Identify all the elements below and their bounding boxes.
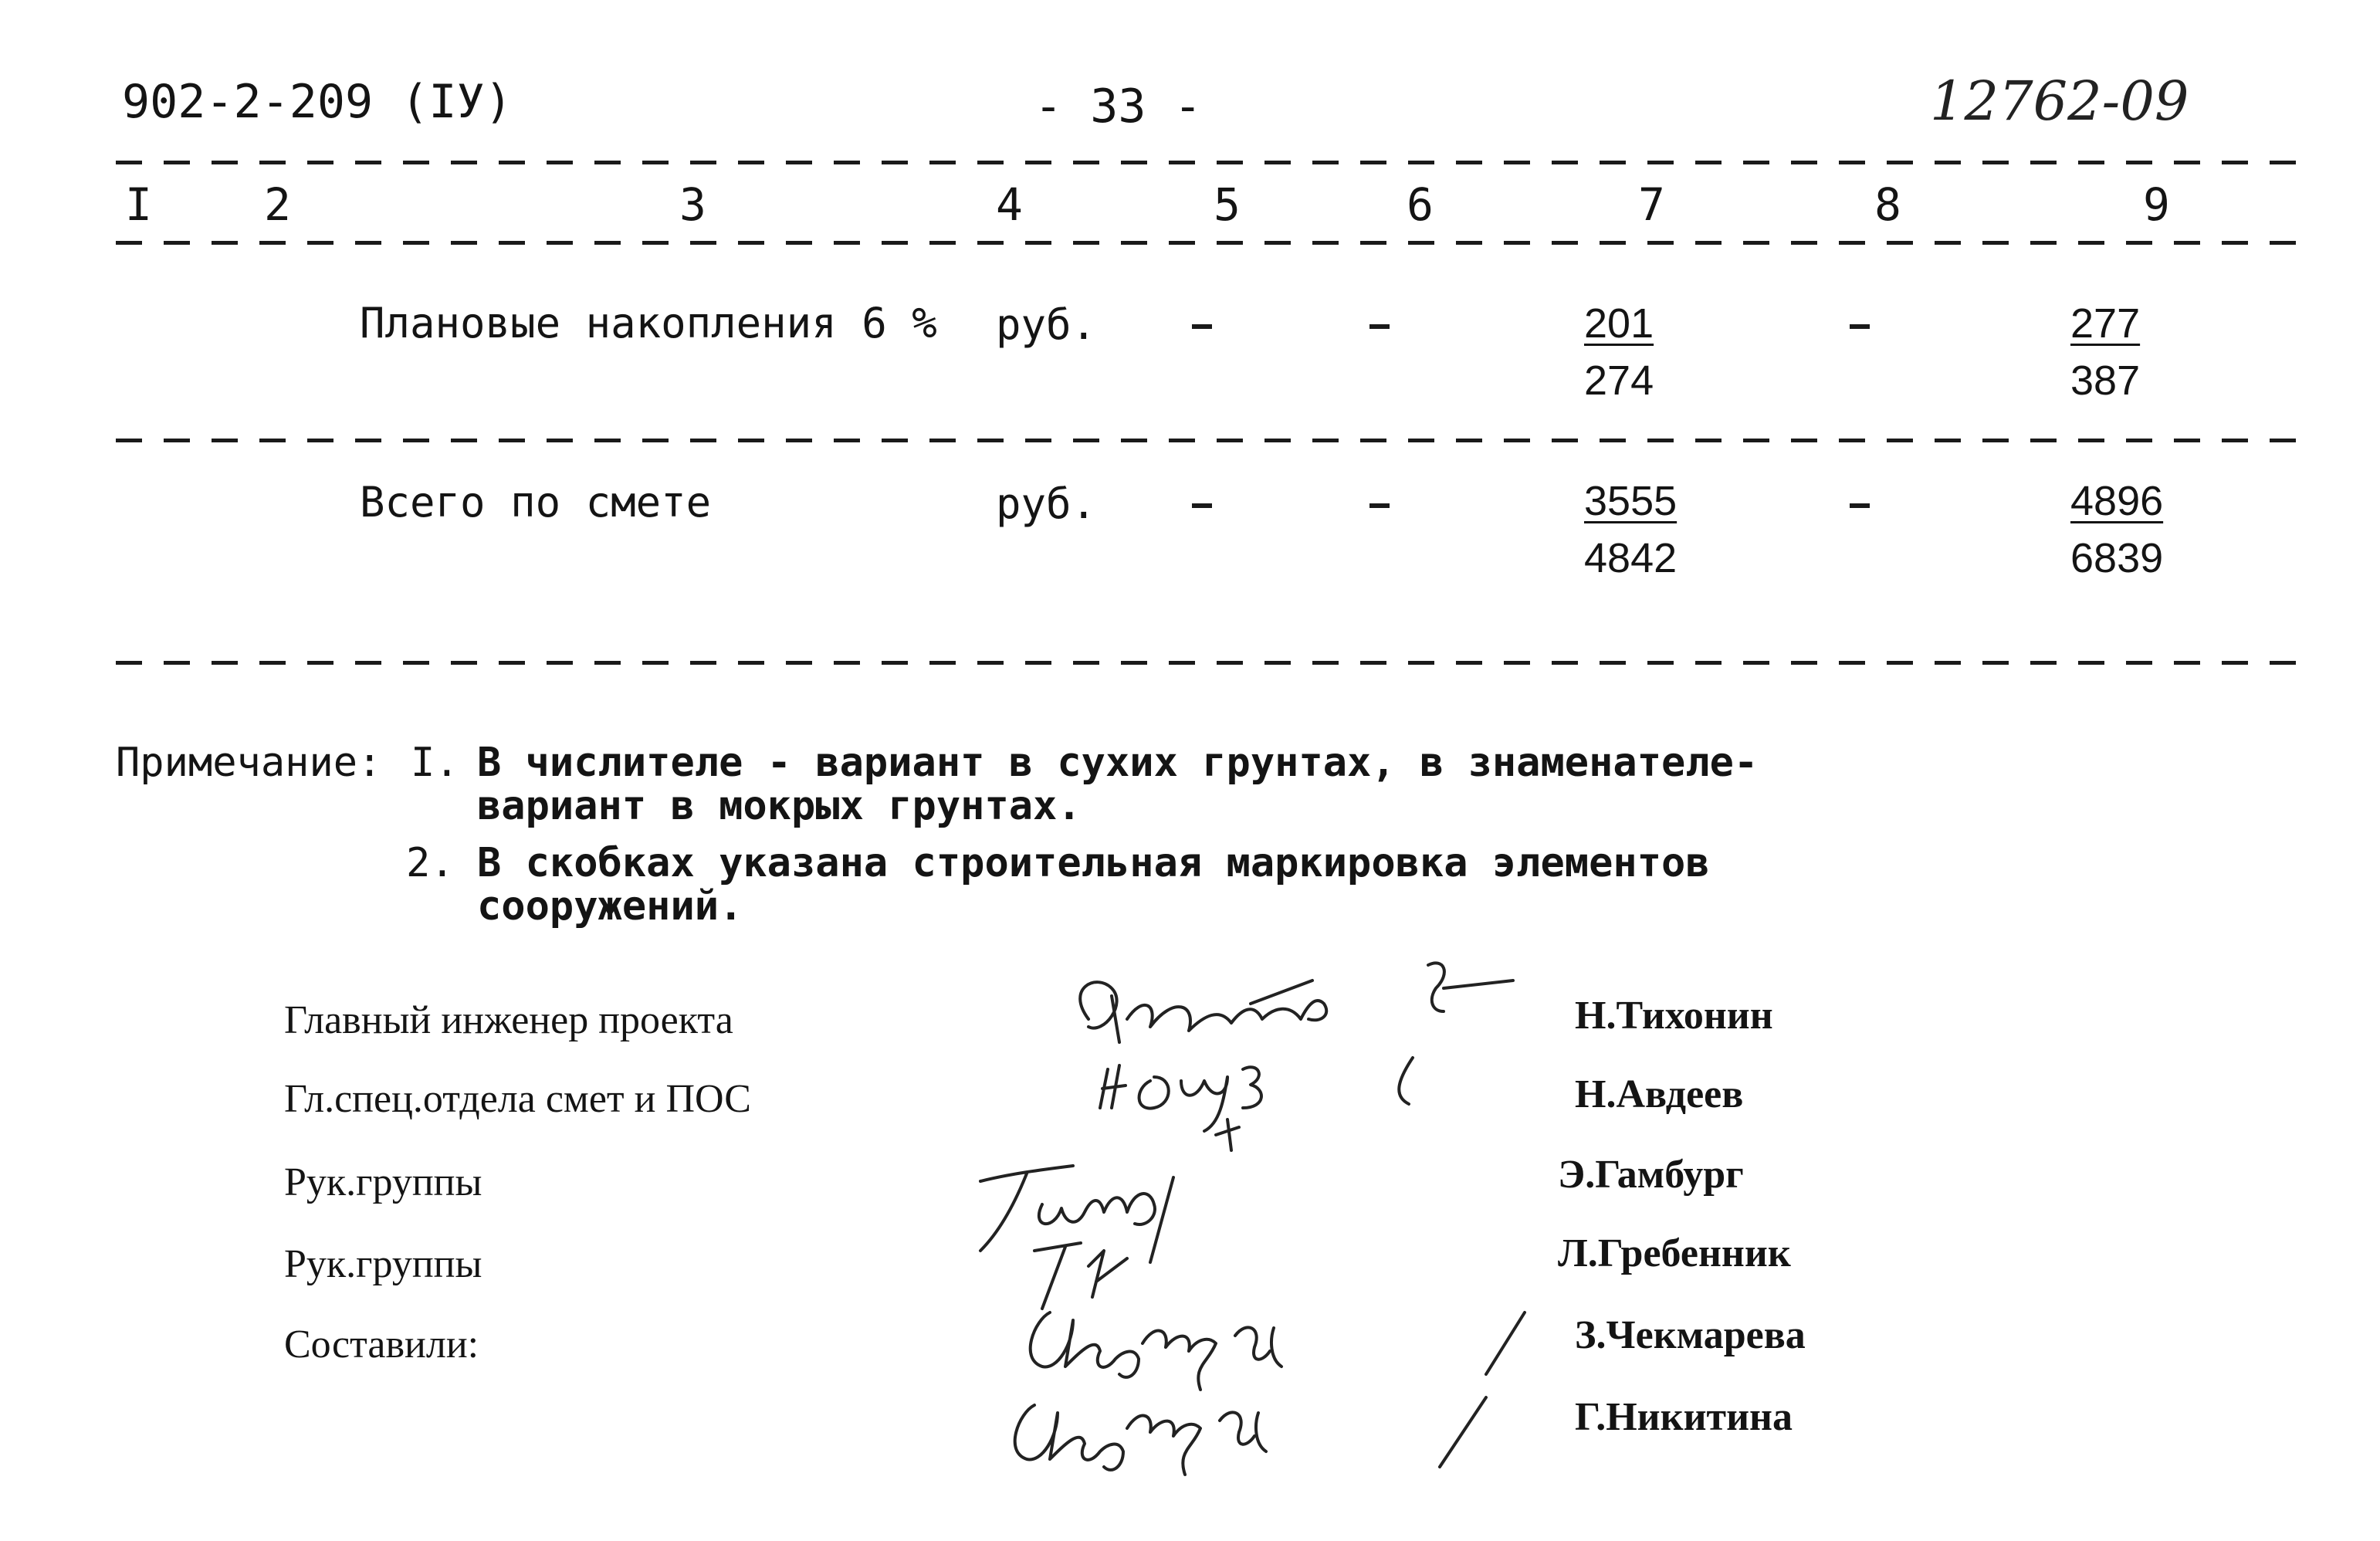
col7-numerator: 201 (1584, 300, 1654, 347)
notes-label: Примечание: (116, 740, 382, 786)
signature-slash (1440, 1397, 1486, 1467)
column-number-7: 7 (1638, 178, 1665, 231)
column-number-2: 2 (264, 178, 291, 231)
signatory-name: Г.Никитина (1575, 1395, 1793, 1439)
col9-numerator: 4896 (2070, 478, 2164, 524)
row-name: Плановые накопления 6 % (360, 299, 937, 347)
signature-slash (1486, 1312, 1525, 1374)
signature-scrawl-3 (980, 1166, 1173, 1262)
row-unit: руб. (996, 300, 1097, 349)
signatory-name: З.Чекмарева (1575, 1313, 1806, 1357)
document-code: 902-2-209 (IУ) (122, 75, 513, 129)
note-number: 2. (406, 840, 455, 886)
column-number-5: 5 (1214, 178, 1241, 231)
column-number-4: 4 (996, 178, 1023, 231)
page-number: - 33 - (1034, 80, 1202, 134)
signature-scrawl-1 (1080, 963, 1513, 1042)
signatory-role: Рук.группы (284, 1160, 482, 1204)
col9-denominator: 6839 (2070, 535, 2164, 581)
column-number-8: 8 (1874, 178, 1901, 231)
row-name: Всего по смете (360, 478, 712, 527)
note-number: I. (411, 740, 459, 786)
signatory-role: Гл.спец.отдела смет и ПОС (284, 1077, 751, 1121)
col7-denominator: 4842 (1584, 535, 1678, 581)
signature-scrawl-4 (1034, 1243, 1127, 1309)
archive-number: 12762-09 (1930, 69, 2189, 133)
signature-scrawl-2 (1100, 1058, 1413, 1150)
col7-denominator: 274 (1584, 357, 1654, 404)
signature-scrawl-6 (1015, 1405, 1266, 1475)
signature-scrawl-5 (1031, 1312, 1281, 1390)
column-number-9: 9 (2143, 178, 2170, 231)
signatory-name: Л.Гребенник (1558, 1231, 1791, 1275)
signatory-role: Главный инженер проекта (284, 998, 733, 1042)
col9-numerator: 277 (2070, 300, 2141, 347)
signatory-name: Н.Авдеев (1575, 1072, 1744, 1116)
col9-denominator: 387 (2070, 357, 2141, 404)
note-text: В скобках указана строительная маркировка элементов (477, 840, 1710, 886)
column-number-6: 6 (1407, 178, 1434, 231)
note-text: В числителе - вариант в сухих грунтах, в знаменателе- (477, 740, 1759, 786)
note-text: сооружений. (477, 883, 743, 930)
col7-numerator: 3555 (1584, 478, 1678, 524)
row-unit: руб. (996, 479, 1097, 528)
signatory-name: Н.Тихонин (1575, 994, 1773, 1038)
note-text: вариант в мокрых грунтах. (477, 783, 1082, 829)
column-number-3: 3 (679, 178, 706, 231)
signatory-role: Составили: (284, 1323, 479, 1367)
signatory-role: Рук.группы (284, 1242, 482, 1286)
column-number-1: I (125, 178, 152, 231)
signatory-name: Э.Гамбург (1558, 1153, 1744, 1197)
